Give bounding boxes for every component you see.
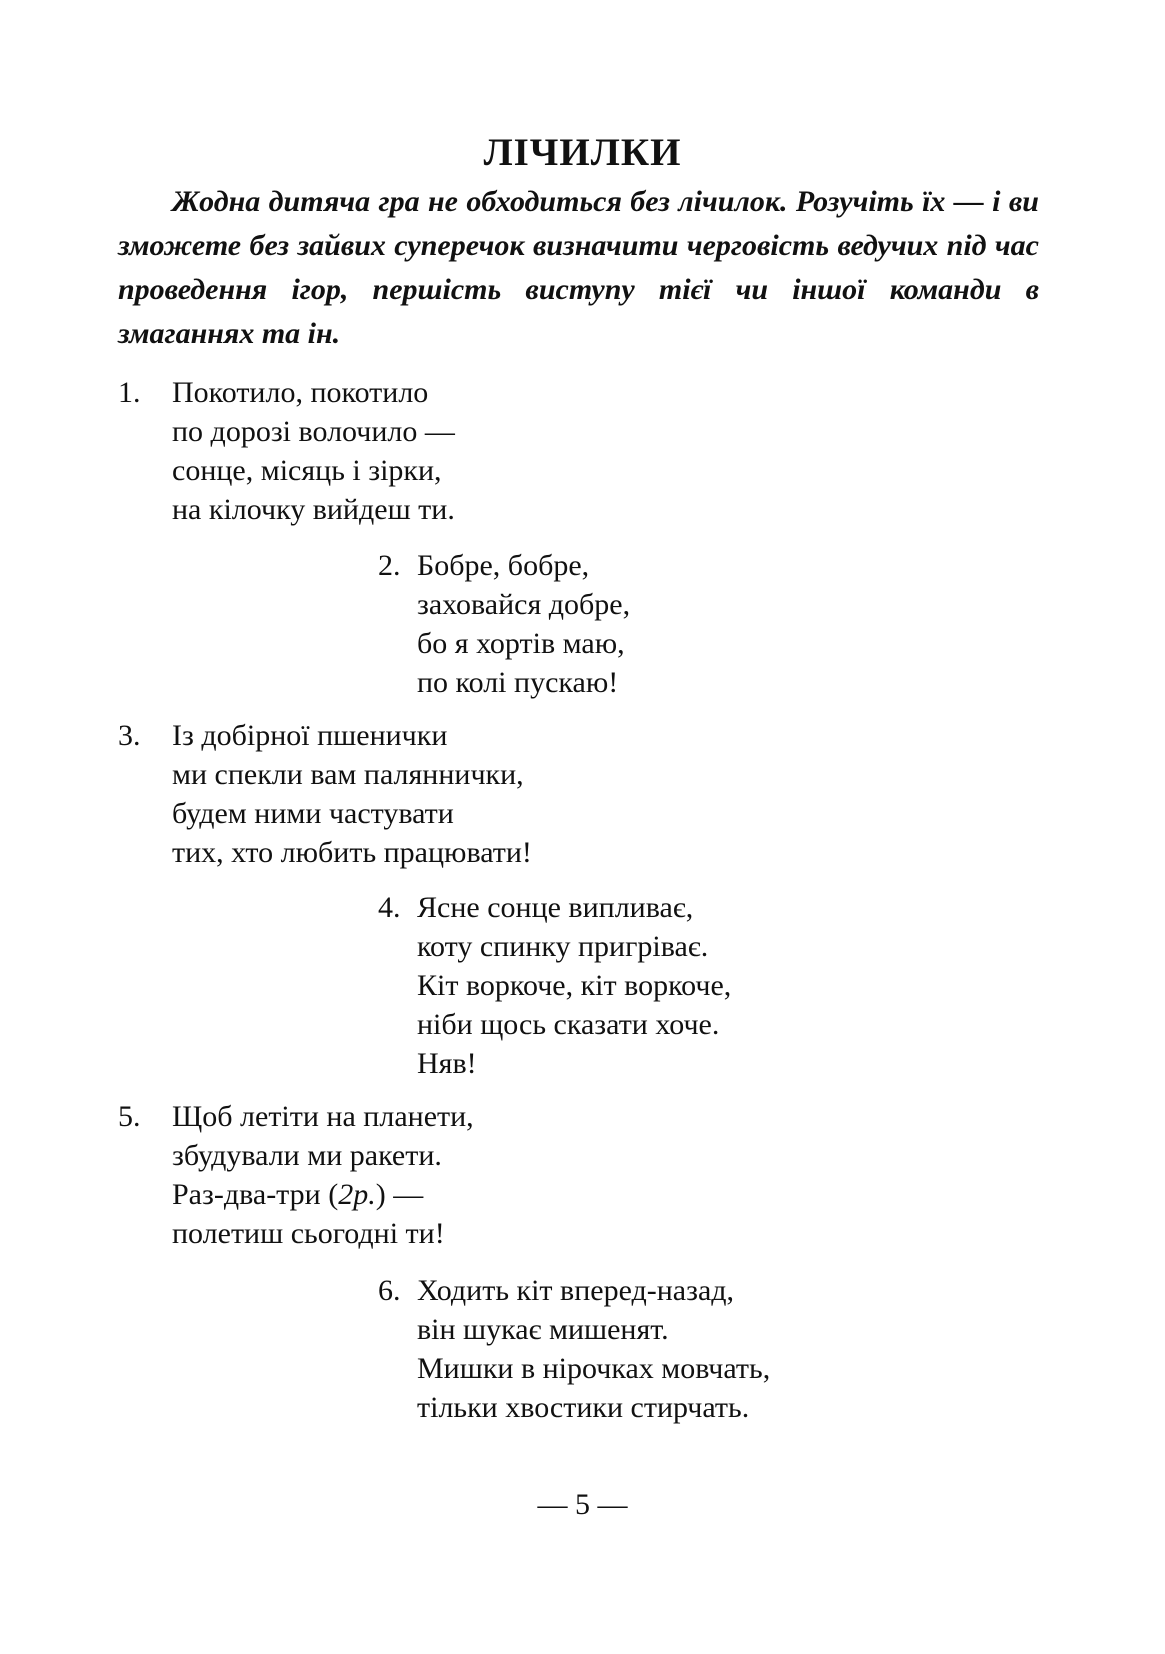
poem-line: тільки хвостики стирчать.	[417, 1391, 750, 1424]
poem-lines	[378, 546, 630, 702]
poem-5	[118, 1097, 474, 1253]
poem-line: заховайся добре,	[417, 588, 631, 621]
poem-4	[378, 888, 731, 1083]
poem-line: ніби щось сказати хоче.	[417, 1008, 720, 1041]
poem-line: Покотило, покотило	[172, 376, 429, 409]
poem-line: збудували ми ракети.	[172, 1139, 442, 1172]
poem-line: сонце, місяць і зірки,	[172, 454, 442, 487]
poem-line: по колі пускаю!	[417, 666, 619, 699]
poem-number: 5.	[118, 1100, 141, 1133]
poem-line: коту спинку пригріває.	[417, 930, 709, 963]
poem-1	[118, 373, 455, 529]
poem-line: на кілочку вийдеш ти.	[172, 493, 455, 526]
repeat-mark: 2р.	[338, 1178, 376, 1211]
poem-line: Щоб летіти на планети,	[172, 1100, 474, 1133]
poem-lines	[378, 1271, 770, 1427]
poem-line: будем ними частувати	[172, 797, 454, 830]
poem-lines	[118, 1097, 474, 1253]
poem-line: він шукає мишенят.	[417, 1313, 669, 1346]
poem-number: 1.	[118, 376, 141, 409]
poem-lines	[118, 716, 532, 872]
poem-line: Мишки в нірочках мовчать,	[417, 1352, 771, 1385]
poem-number: 6.	[378, 1274, 401, 1307]
poem-lines	[118, 373, 455, 529]
poem-2	[378, 546, 630, 702]
poem-lines	[378, 888, 731, 1083]
poem-number: 3.	[118, 719, 141, 752]
poem-line: Кіт воркоче, кіт воркоче,	[417, 969, 732, 1002]
page-title: ЛІЧИЛКИ	[483, 131, 682, 174]
poem-line: по дорозі волочило —	[172, 415, 455, 448]
poem-line: тих, хто любить працювати!	[172, 836, 532, 869]
poem-3	[118, 716, 532, 872]
poem-line: Бобре, бобре,	[417, 549, 590, 582]
poem-number: 4.	[378, 891, 401, 924]
poem-line: ми спекли вам паляннички,	[172, 758, 524, 791]
poem-line: Няв!	[417, 1047, 477, 1080]
poem-line: полетиш сьогодні ти!	[172, 1217, 445, 1250]
poem-number: 2.	[378, 549, 401, 582]
poem-line: Ходить кіт вперед-назад,	[417, 1274, 735, 1307]
poem-6	[378, 1271, 770, 1427]
poem-line: бо я хортів маю,	[417, 627, 625, 660]
intro-paragraph: Жодна дитяча гра не обходиться без лічилок. Розучіть їх — і ви зможете без зайвих суперечок визначити черговість ведучих під час проведення ігор, першість виступу тієї чи іншої команди в змаганнях та ін.	[118, 185, 1039, 350]
poem-line: Раз-два-три (2р.) —	[172, 1178, 424, 1211]
poem-line: Ясне сонце випливає,	[417, 891, 694, 924]
poem-line: Із добірної пшенички	[172, 719, 448, 752]
page-number: — 5 —	[537, 1488, 628, 1521]
